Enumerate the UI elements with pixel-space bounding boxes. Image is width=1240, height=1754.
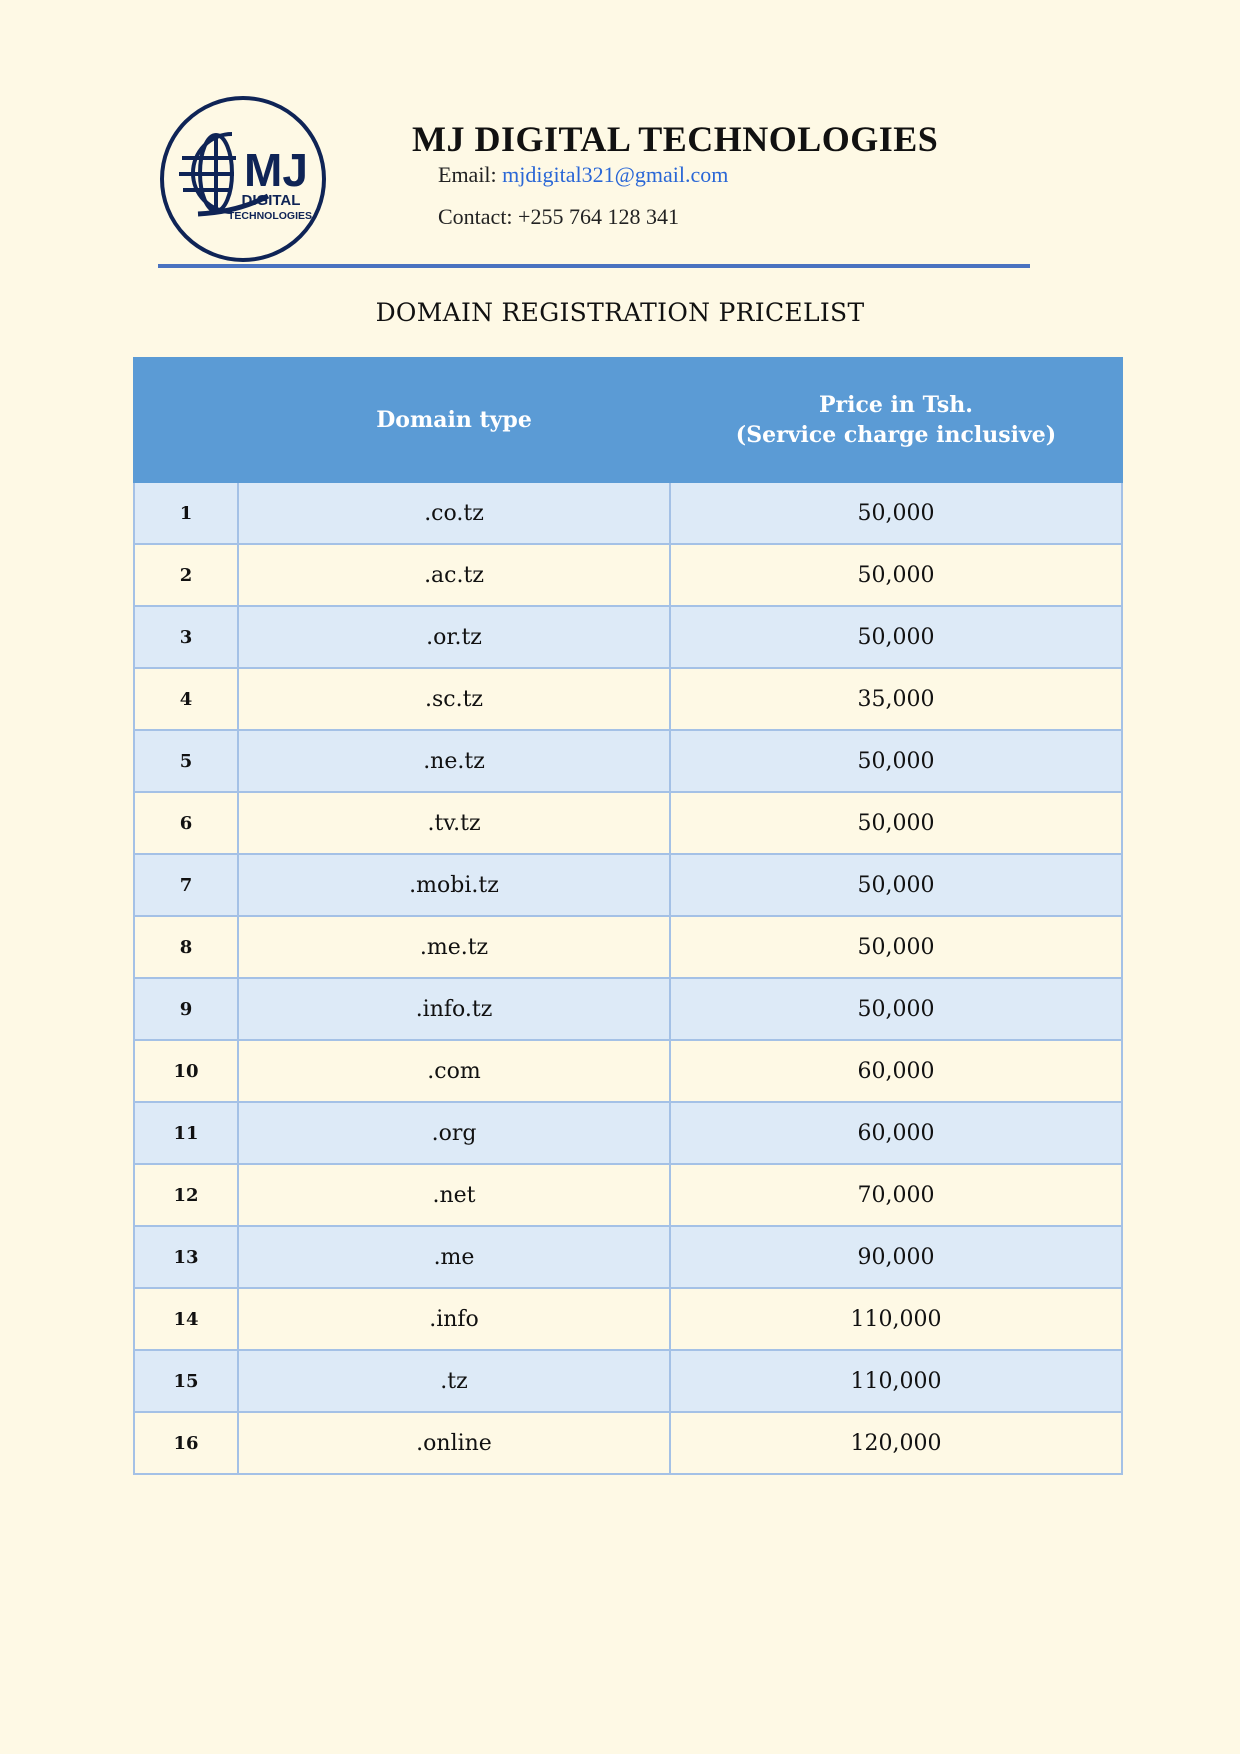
price-cell: 50,000 xyxy=(670,792,1122,854)
row-number: 11 xyxy=(134,1102,238,1164)
row-number: 16 xyxy=(134,1412,238,1474)
domain-type-cell: .tv.tz xyxy=(238,792,670,854)
table-row xyxy=(134,792,1122,854)
row-number: 10 xyxy=(134,1040,238,1102)
table-row xyxy=(134,544,1122,606)
table-row xyxy=(134,1288,1122,1350)
row-number: 4 xyxy=(134,668,238,730)
price-cell: 50,000 xyxy=(670,606,1122,668)
header-price xyxy=(670,358,1122,482)
email-line xyxy=(438,162,728,188)
table-header-row xyxy=(134,358,1122,482)
domain-type-cell: .mobi.tz xyxy=(238,854,670,916)
price-cell: 70,000 xyxy=(670,1164,1122,1226)
domain-type-cell: .info xyxy=(238,1288,670,1350)
domain-type-cell: .com xyxy=(238,1040,670,1102)
contact-label: Contact: xyxy=(438,204,513,229)
row-number: 14 xyxy=(134,1288,238,1350)
company-name: MJ DIGITAL TECHNOLOGIES xyxy=(412,119,939,159)
domain-type-cell: .or.tz xyxy=(238,606,670,668)
price-cell: 110,000 xyxy=(670,1350,1122,1412)
table-row xyxy=(134,1102,1122,1164)
domain-type-cell: .me.tz xyxy=(238,916,670,978)
table-row xyxy=(134,730,1122,792)
row-number: 2 xyxy=(134,544,238,606)
price-cell: 120,000 xyxy=(670,1412,1122,1474)
document-title: DOMAIN REGISTRATION PRICELIST xyxy=(375,298,865,327)
domain-type-cell: .ne.tz xyxy=(238,730,670,792)
price-cell: 50,000 xyxy=(670,916,1122,978)
header-divider xyxy=(158,264,1030,268)
header-number xyxy=(134,358,238,482)
row-number: 6 xyxy=(134,792,238,854)
domain-type-cell: .sc.tz xyxy=(238,668,670,730)
logo-line2: TECHNOLOGIES xyxy=(227,210,313,222)
row-number: 8 xyxy=(134,916,238,978)
table-row xyxy=(134,854,1122,916)
table-row xyxy=(134,1164,1122,1226)
price-cell: 50,000 xyxy=(670,730,1122,792)
table-row xyxy=(134,668,1122,730)
header-domain-type: Domain type xyxy=(238,358,670,482)
price-cell: 90,000 xyxy=(670,1226,1122,1288)
table-row xyxy=(134,1350,1122,1412)
logo-line1: DIGITAL xyxy=(241,192,301,209)
table-row xyxy=(134,1040,1122,1102)
company-logo xyxy=(158,94,328,264)
table-row xyxy=(134,1226,1122,1288)
logo-initials: MJ xyxy=(244,144,308,196)
row-number: 13 xyxy=(134,1226,238,1288)
domain-type-cell: .me xyxy=(238,1226,670,1288)
header-price-line1: Price in Tsh. xyxy=(819,392,973,418)
domain-type-cell: .co.tz xyxy=(238,482,670,544)
row-number: 7 xyxy=(134,854,238,916)
row-number: 9 xyxy=(134,978,238,1040)
pricelist-table xyxy=(133,357,1123,1475)
price-cell: 60,000 xyxy=(670,1102,1122,1164)
row-number: 1 xyxy=(134,482,238,544)
domain-type-cell: .tz xyxy=(238,1350,670,1412)
price-cell: 50,000 xyxy=(670,482,1122,544)
domain-type-cell: .ac.tz xyxy=(238,544,670,606)
table-row xyxy=(134,482,1122,544)
domain-type-cell: .org xyxy=(238,1102,670,1164)
table-row xyxy=(134,606,1122,668)
price-cell: 50,000 xyxy=(670,854,1122,916)
row-number: 12 xyxy=(134,1164,238,1226)
row-number: 5 xyxy=(134,730,238,792)
domain-type-cell: .info.tz xyxy=(238,978,670,1040)
row-number: 3 xyxy=(134,606,238,668)
price-cell: 60,000 xyxy=(670,1040,1122,1102)
domain-type-cell: .online xyxy=(238,1412,670,1474)
header-price-line2: (Service charge inclusive) xyxy=(735,422,1057,448)
table-row xyxy=(134,916,1122,978)
table-row xyxy=(134,1412,1122,1474)
email-link[interactable]: mjdigital321@gmail.com xyxy=(502,162,729,187)
price-cell: 50,000 xyxy=(670,544,1122,606)
contact-number: +255 764 128 341 xyxy=(518,204,679,229)
table-row xyxy=(134,978,1122,1040)
price-cell: 50,000 xyxy=(670,978,1122,1040)
price-cell: 35,000 xyxy=(670,668,1122,730)
row-number: 15 xyxy=(134,1350,238,1412)
contact-line xyxy=(438,204,679,230)
email-label: Email: xyxy=(438,162,497,187)
domain-type-cell: .net xyxy=(238,1164,670,1226)
price-cell: 110,000 xyxy=(670,1288,1122,1350)
